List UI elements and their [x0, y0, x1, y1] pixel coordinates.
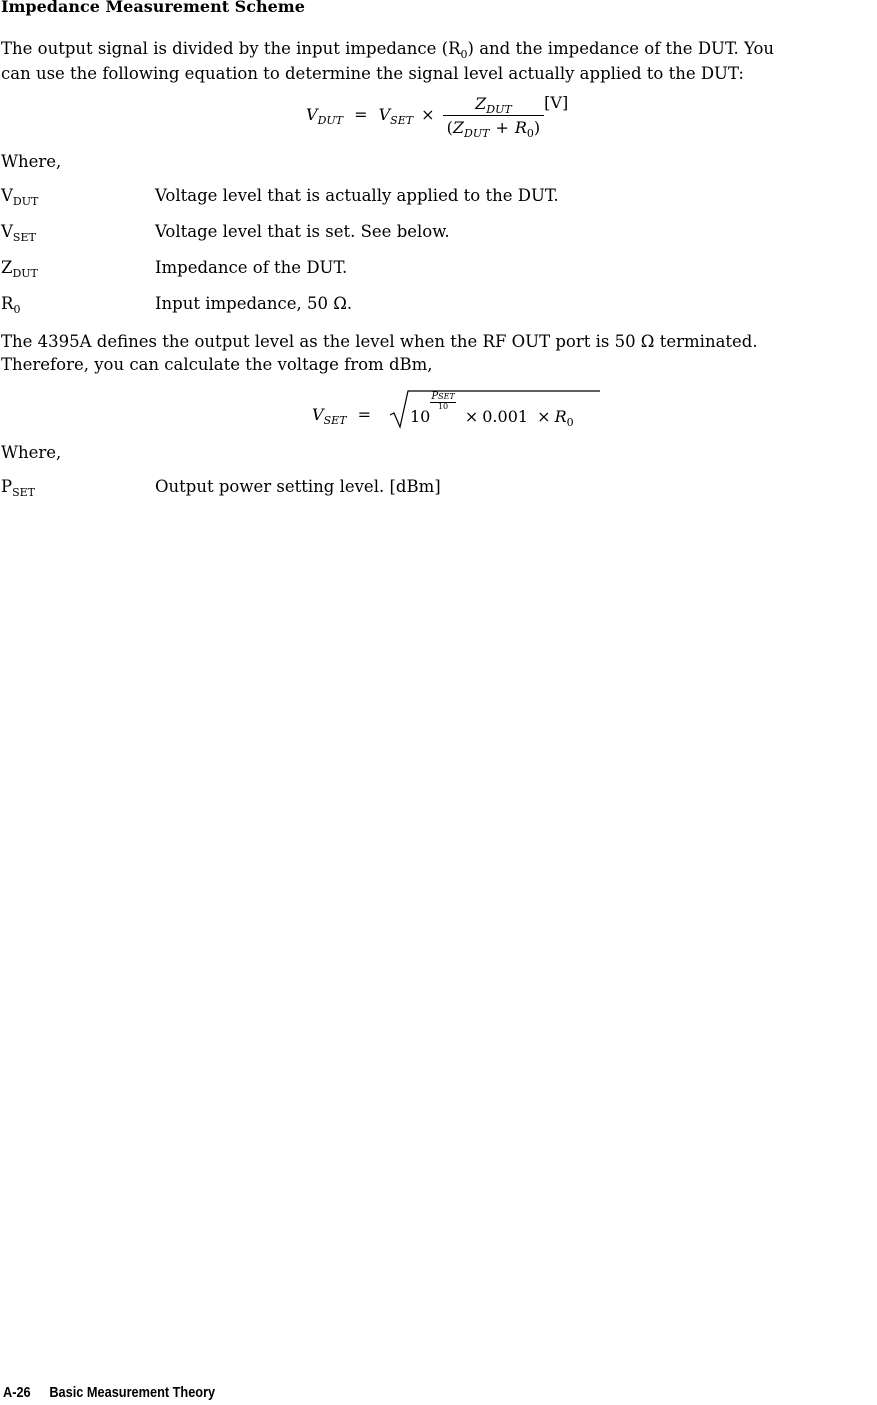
intro-paragraph [1, 37, 877, 85]
exponent-fraction: PSET 10 [431, 391, 455, 411]
chapter-title: Basic Measurement Theory [49, 1384, 216, 1401]
impedance-fraction [443, 94, 545, 140]
output-line-2: Therefore, you can calculate the voltage from dBm, [1, 355, 433, 374]
vset-equation-lhs: $V_{SET}$ = [312, 405, 371, 427]
where-label-2: Where, [1, 443, 62, 462]
where-label-1: Where, [1, 152, 62, 171]
manual-page: Impedance Measurement Scheme The output signal is divided by the input impedance $(R_0)$ and the impedance of the DUT. You can use the following equation to determine the signal level actually applied to the DUT: $V_{DUT} = V_{SET}$ × $\frac{Z_{DUT}}{(Z_{DUT} + R_0)}$ [V] Where, $V_{DUT}$ Voltage level that is actually applied to the DUT. $V_{SET}$ Voltage level that is set. See below. $Z_{DUT}$ Impedance of the DUT. $R_0$ Input impedance, 50 Ω. The 4395A defines the output level as the level when the RF OUT port is 50 Ω terminated. Therefore, you can calculate the voltage from dBm, $V_{SET}$ = 10 PSET 10 × $0.001 \times R_0$ Where, $P_{SET}$ Output power setting level. [dBm] A-26 Basic Measurement Theory [0, 0, 877, 1405]
vset-equation-radicand: 10 PSET 10 × $0.001 \times R_0$ [410, 391, 574, 429]
vdut-equation: $V_{DUT} = V_{SET}$ × $\frac{Z_{DUT}}{(Z_{DUT} + R_0)}$ [V] [306, 93, 569, 140]
section-heading: Impedance Measurement Scheme [1, 0, 305, 16]
page-number: A-26 [3, 1384, 31, 1401]
intro-line-2: can use the following equation to determine the signal level actually applied to the DUT: [1, 64, 744, 83]
page-footer [3, 1384, 215, 1401]
output-line-1: The 4395A defines the output level as the level when the RF OUT port is 50 Ω terminated. [1, 332, 758, 351]
output-level-paragraph [1, 330, 877, 376]
intro-line-1: The output signal is divided by the input impedance $(R_0)$ and the impedance of the DUT. You [1, 39, 775, 61]
fraction-denominator: $(Z_{DUT} + R_0)$ [446, 118, 541, 140]
fraction-numerator: $Z_{DUT}$ [443, 94, 545, 116]
